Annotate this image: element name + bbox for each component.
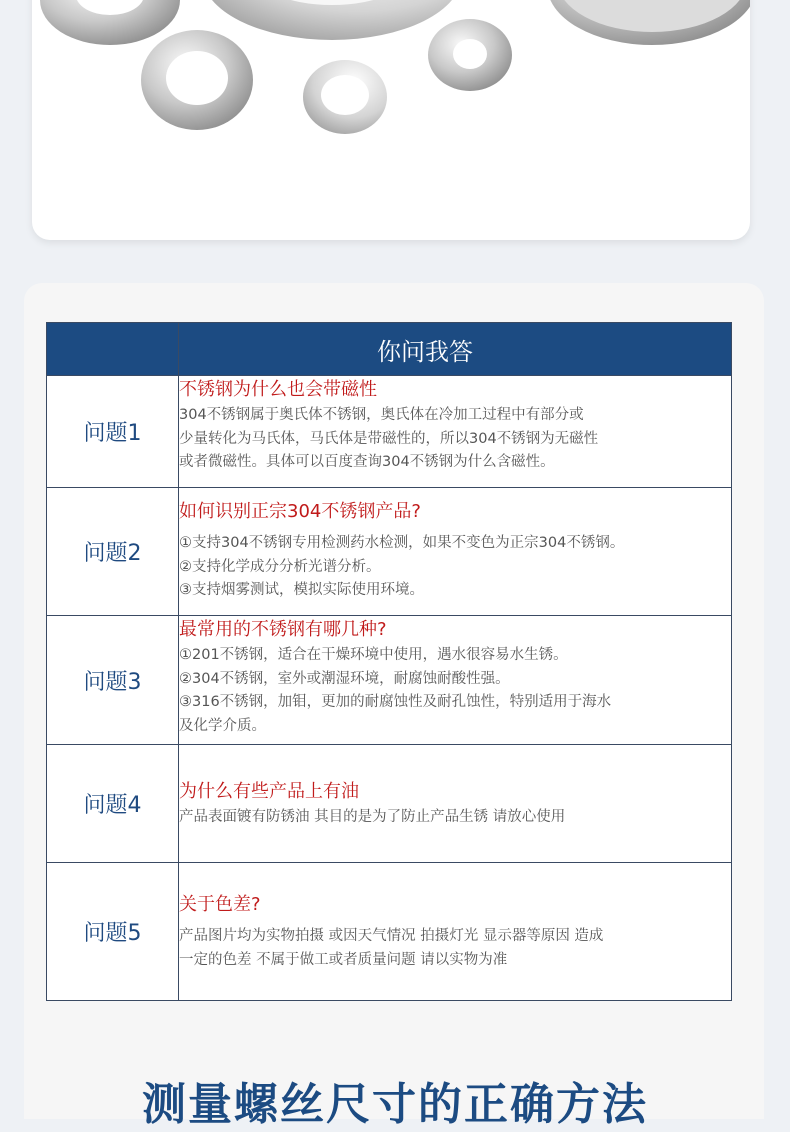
qa-content	[179, 616, 732, 745]
answer-line: 产品表面镀有防锈油 其目的是为了防止产品生锈 请放心使用	[179, 808, 566, 825]
answer-line: ③316不锈钢，加钼，更加的耐腐蚀性及耐孔蚀性，特别适用于海水	[179, 694, 612, 710]
answer-line: ②支持化学成分分析光谱分析。	[179, 558, 381, 575]
product-image-card	[32, 0, 750, 240]
answer-line: ②304不锈钢，室外或潮湿环境，耐腐蚀耐酸性强。	[179, 670, 510, 687]
section-title: 测量螺丝尺寸的正确方法	[142, 1079, 648, 1130]
question-text: 不锈钢为什么也会带磁性	[179, 379, 377, 400]
qa-row	[47, 745, 732, 863]
qa-table	[46, 322, 732, 1001]
qa-content	[179, 488, 732, 616]
answer-line: 产品图片均为实物拍摄 或因天气情况 拍摄灯光 显示器等原因 造成	[179, 928, 604, 944]
answer-line: ③支持烟雾测试，模拟实际使用环境。	[179, 582, 424, 598]
question-label: 问题1	[47, 376, 179, 488]
answer-line: 304不锈钢属于奥氏体不锈钢，奥氏体在冷加工过程中有部分或	[179, 407, 584, 423]
washer-shape	[202, 0, 462, 40]
answer-line: 或者微磁性。具体可以百度查询304不锈钢为什么含磁性。	[179, 454, 555, 470]
qa-row	[47, 488, 732, 616]
qa-content	[179, 745, 732, 863]
qa-row	[47, 376, 732, 488]
qa-content	[179, 863, 732, 1001]
answer-line: 少量转化为马氏体，马氏体是带磁性的，所以304不锈钢为无磁性	[179, 430, 599, 447]
answer-line: 一定的色差 不属于做工或者质量问题 请以实物为准	[179, 951, 508, 968]
question-label: 问题4	[47, 745, 179, 863]
question-text: 最常用的不锈钢有哪几种?	[179, 619, 387, 640]
washers-photo	[32, 0, 750, 240]
header-blank-cell	[47, 323, 179, 376]
qa-header-row	[47, 323, 732, 376]
answer-line: 及化学介质。	[179, 717, 266, 734]
qa-content	[179, 376, 732, 488]
question-text: 为什么有些产品上有油	[179, 780, 359, 802]
answer-line: ①支持304不锈钢专用检测药水检测，如果不变色为正宗304不锈钢。	[179, 535, 625, 551]
question-label: 问题3	[47, 616, 179, 745]
qa-row	[47, 863, 732, 1001]
question-text: 如何识别正宗304不锈钢产品?	[179, 501, 421, 522]
question-label: 问题2	[47, 488, 179, 616]
qa-row	[47, 616, 732, 745]
answer-line: ①201不锈钢，适合在干燥环境中使用，遇水很容易水生锈。	[179, 647, 568, 663]
question-text: 关于色差?	[179, 894, 261, 915]
qa-header-title: 你问我答	[179, 323, 732, 376]
question-label: 问题5	[47, 863, 179, 1001]
